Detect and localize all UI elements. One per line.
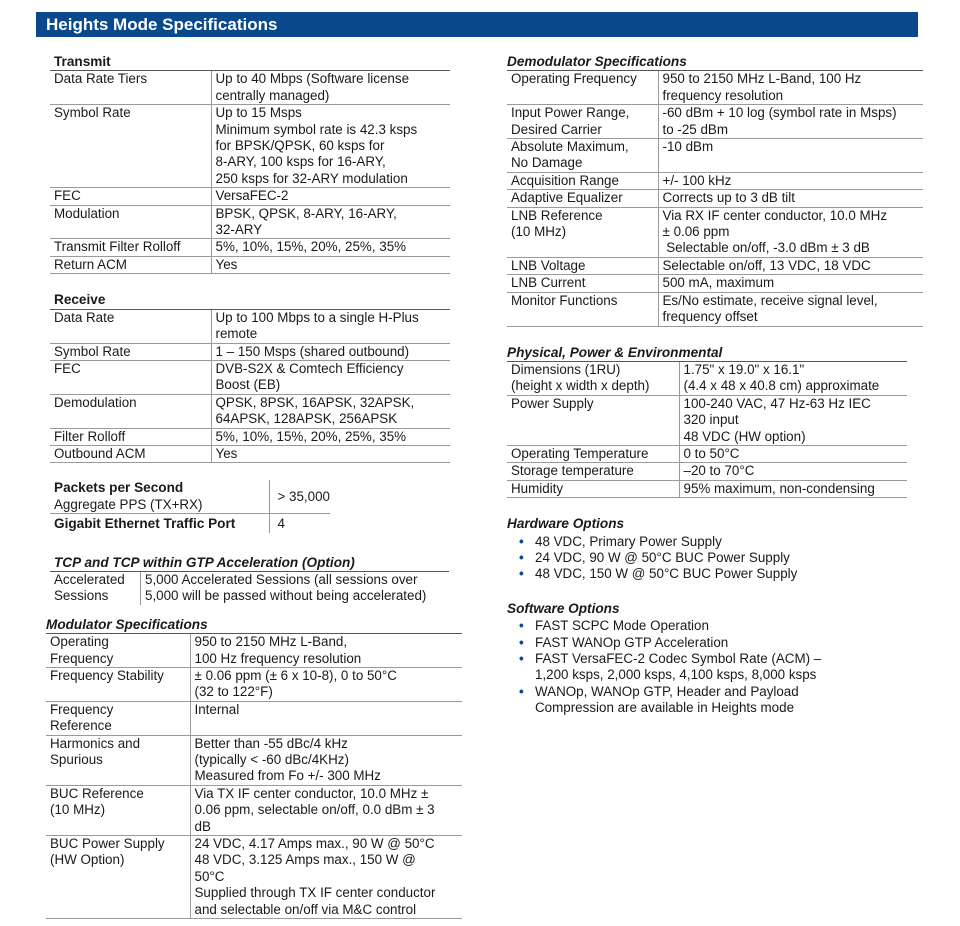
left-column xyxy=(46,54,455,919)
demodulator-value: Via RX IF center conductor, 10.0 MHz ± 0.06 ppm Selectable on/off, -3.0 dBm ± 3 dB xyxy=(658,207,923,257)
receive-table xyxy=(50,292,450,463)
software-option-item: • FAST WANOp GTP Acceleration xyxy=(507,635,925,651)
physical-value: 95% maximum, non-condensing xyxy=(679,480,907,497)
transmit-value: 5%, 10%, 15%, 20%, 25%, 35% xyxy=(211,239,450,256)
modulator-key: Operating Frequency xyxy=(46,634,190,668)
transmit-row xyxy=(50,188,450,205)
physical-key: Operating Temperature xyxy=(507,445,679,462)
transmit-key: FEC xyxy=(50,188,211,205)
demodulator-row xyxy=(507,207,923,257)
modulator-value: Better than -55 dBc/4 kHz (typically < -60 dBc/4KHz) Measured from Fo +/- 300 MHz xyxy=(190,735,462,785)
physical-row xyxy=(507,445,907,462)
demodulator-value: +/- 100 kHz xyxy=(658,172,923,189)
physical-heading: Physical, Power & Environmental xyxy=(507,345,907,362)
receive-key: Symbol Rate xyxy=(50,343,211,360)
transmit-value: VersaFEC-2 xyxy=(211,188,450,205)
demodulator-row xyxy=(507,190,923,207)
hardware-option-item: • 48 VDC, 150 W @ 50°C BUC Power Supply xyxy=(507,566,925,582)
modulator-value: Internal xyxy=(190,701,462,735)
hardware-options-list xyxy=(507,534,925,583)
demodulator-row xyxy=(507,139,923,173)
receive-key: FEC xyxy=(50,360,211,394)
demodulator-value: -60 dBm + 10 log (symbol rate in Msps) to -25 dBm xyxy=(658,105,923,139)
receive-row xyxy=(50,394,450,428)
transmit-key: Data Rate Tiers xyxy=(50,71,211,105)
receive-key: Filter Rolloff xyxy=(50,428,211,445)
transmit-value: Up to 15 Msps Minimum symbol rate is 42.3 ksps for BPSK/QPSK, 60 ksps for 8-ARY, 100 ksps for 16-ARY, 250 ksps for 32-ARY modulation xyxy=(211,105,450,188)
transmit-row xyxy=(50,256,450,273)
modulator-value: ± 0.06 ppm (± 6 x 10-8), 0 to 50°C (32 to 122°F) xyxy=(190,668,462,702)
demodulator-key: LNB Voltage xyxy=(507,257,658,274)
physical-value: 0 to 50°C xyxy=(679,445,907,462)
software-option-item: • FAST SCPC Mode Operation xyxy=(507,618,925,634)
receive-value: 5%, 10%, 15%, 20%, 25%, 35% xyxy=(211,428,450,445)
receive-row xyxy=(50,309,450,343)
demodulator-row xyxy=(507,257,923,274)
demodulator-value: 950 to 2150 MHz L-Band, 100 Hz frequency resolution xyxy=(658,71,923,105)
pps-heading: Packets per Second xyxy=(54,480,184,496)
demodulator-row xyxy=(507,275,923,292)
transmit-row xyxy=(50,205,450,239)
tcp-heading: TCP and TCP within GTP Acceleration (Option) xyxy=(50,555,449,572)
receive-heading: Receive xyxy=(50,292,450,309)
physical-key: Humidity xyxy=(507,480,679,497)
physical-row xyxy=(507,480,907,497)
demodulator-key: Operating Frequency xyxy=(507,71,658,105)
physical-value: 100-240 VAC, 47 Hz-63 Hz IEC 320 input 48 VDC (HW option) xyxy=(679,395,907,445)
transmit-value: BPSK, QPSK, 8-ARY, 16-ARY, 32-ARY xyxy=(211,205,450,239)
transmit-value: Yes xyxy=(211,256,450,273)
modulator-key: Frequency Reference xyxy=(46,701,190,735)
modulator-value: 24 VDC, 4.17 Amps max., 90 W @ 50°C 48 VDC, 3.125 Amps max., 150 W @ 50°C Supplied through TX IF center conductor and selectable on/off via M&C control xyxy=(190,836,462,919)
demodulator-key: Acquisition Range xyxy=(507,172,658,189)
receive-row xyxy=(50,428,450,445)
receive-value: Yes xyxy=(211,445,450,462)
physical-value: –20 to 70°C xyxy=(679,463,907,480)
pps-label: Aggregate PPS (TX+RX) xyxy=(54,496,203,512)
demodulator-value: Selectable on/off, 13 VDC, 18 VDC xyxy=(658,257,923,274)
receive-row xyxy=(50,343,450,360)
physical-key: Storage temperature xyxy=(507,463,679,480)
modulator-row xyxy=(46,836,462,919)
demodulator-row xyxy=(507,105,923,139)
receive-key: Demodulation xyxy=(50,394,211,428)
receive-value: DVB-S2X & Comtech Efficiency Boost (EB) xyxy=(211,360,450,394)
demodulator-key: Monitor Functions xyxy=(507,292,658,326)
demodulator-key: LNB Current xyxy=(507,275,658,292)
tcp-value: 5,000 Accelerated Sessions (all sessions over 5,000 will be passed without being accelerated) xyxy=(141,572,451,605)
right-column xyxy=(507,54,925,717)
receive-value: QPSK, 8PSK, 16APSK, 32APSK, 64APSK, 128APSK, 256APSK xyxy=(211,394,450,428)
modulator-row xyxy=(46,735,462,785)
receive-key: Data Rate xyxy=(50,309,211,343)
modulator-key: Harmonics and Spurious xyxy=(46,735,190,785)
receive-key: Outbound ACM xyxy=(50,445,211,462)
receive-value: Up to 100 Mbps to a single H-Plus remote xyxy=(211,309,450,343)
transmit-row xyxy=(50,105,450,188)
software-options-list xyxy=(507,618,925,716)
software-heading: Software Options xyxy=(507,600,620,616)
pps-table xyxy=(50,480,330,532)
transmit-row xyxy=(50,239,450,256)
hardware-option-item: • 24 VDC, 90 W @ 50°C BUC Power Supply xyxy=(507,550,925,566)
page-title: Heights Mode Specifications xyxy=(46,15,278,34)
transmit-key: Symbol Rate xyxy=(50,105,211,188)
transmit-row xyxy=(50,71,450,105)
demodulator-key: Absolute Maximum, No Damage xyxy=(507,139,658,173)
hardware-option-item: • 48 VDC, Primary Power Supply xyxy=(507,534,925,550)
receive-value: 1 – 150 Msps (shared outbound) xyxy=(211,343,450,360)
modulator-row xyxy=(46,634,462,668)
modulator-heading: Modulator Specifications xyxy=(46,617,462,634)
demodulator-table xyxy=(507,54,923,327)
modulator-row xyxy=(46,701,462,735)
demodulator-value: Corrects up to 3 dB tilt xyxy=(658,190,923,207)
demodulator-row xyxy=(507,292,923,326)
demodulator-row xyxy=(507,71,923,105)
physical-row xyxy=(507,463,907,480)
modulator-table xyxy=(46,617,462,919)
gigabit-port-label: Gigabit Ethernet Traffic Port xyxy=(50,514,269,533)
tcp-key: Accelerated Sessions xyxy=(54,571,125,604)
hardware-heading: Hardware Options xyxy=(507,516,625,532)
demodulator-key: Input Power Range, Desired Carrier xyxy=(507,105,658,139)
modulator-key: BUC Reference (10 MHz) xyxy=(46,785,190,835)
modulator-row xyxy=(46,785,462,835)
physical-row xyxy=(507,361,907,395)
modulator-value: Via TX IF center conductor, 10.0 MHz ± 0.06 ppm, selectable on/off, 0.0 dBm ± 3 dB xyxy=(190,785,462,835)
physical-table xyxy=(507,345,907,499)
page-banner xyxy=(36,12,918,37)
demodulator-row xyxy=(507,172,923,189)
demodulator-value: -10 dBm xyxy=(658,139,923,173)
physical-key: Power Supply xyxy=(507,395,679,445)
transmit-key: Return ACM xyxy=(50,256,211,273)
software-option-item: • FAST VersaFEC-2 Codec Symbol Rate (ACM) – 1,200 ksps, 2,000 ksps, 4,100 ksps, 8,000 ksps xyxy=(507,651,925,684)
receive-row xyxy=(50,360,450,394)
transmit-table xyxy=(50,54,450,274)
physical-key: Dimensions (1RU) (height x width x depth) xyxy=(507,361,679,395)
physical-row xyxy=(507,395,907,445)
tcp-table xyxy=(50,572,450,605)
transmit-key: Modulation xyxy=(50,205,211,239)
software-option-item: • WANOp, WANOp GTP, Header and Payload Compression are available in Heights mode xyxy=(507,684,925,717)
pps-value: > 35,000 xyxy=(269,480,330,513)
physical-value: 1.75" x 19.0" x 16.1" (4.4 x 48 x 40.8 cm) approximate xyxy=(679,361,907,395)
modulator-key: BUC Power Supply (HW Option) xyxy=(46,836,190,919)
gigabit-port-value: 4 xyxy=(277,516,285,532)
modulator-key: Frequency Stability xyxy=(46,668,190,702)
transmit-key: Transmit Filter Rolloff xyxy=(50,239,211,256)
demodulator-key: LNB Reference (10 MHz) xyxy=(507,207,658,257)
demodulator-heading: Demodulator Specifications xyxy=(507,54,923,71)
demodulator-value: Es/No estimate, receive signal level, frequency offset xyxy=(658,292,923,326)
transmit-heading: Transmit xyxy=(50,54,450,71)
receive-row xyxy=(50,445,450,462)
demodulator-value: 500 mA, maximum xyxy=(658,275,923,292)
modulator-value: 950 to 2150 MHz L-Band, 100 Hz frequency resolution xyxy=(190,634,462,668)
modulator-row xyxy=(46,668,462,702)
transmit-value: Up to 40 Mbps (Software license centrally managed) xyxy=(211,71,450,105)
demodulator-key: Adaptive Equalizer xyxy=(507,190,658,207)
